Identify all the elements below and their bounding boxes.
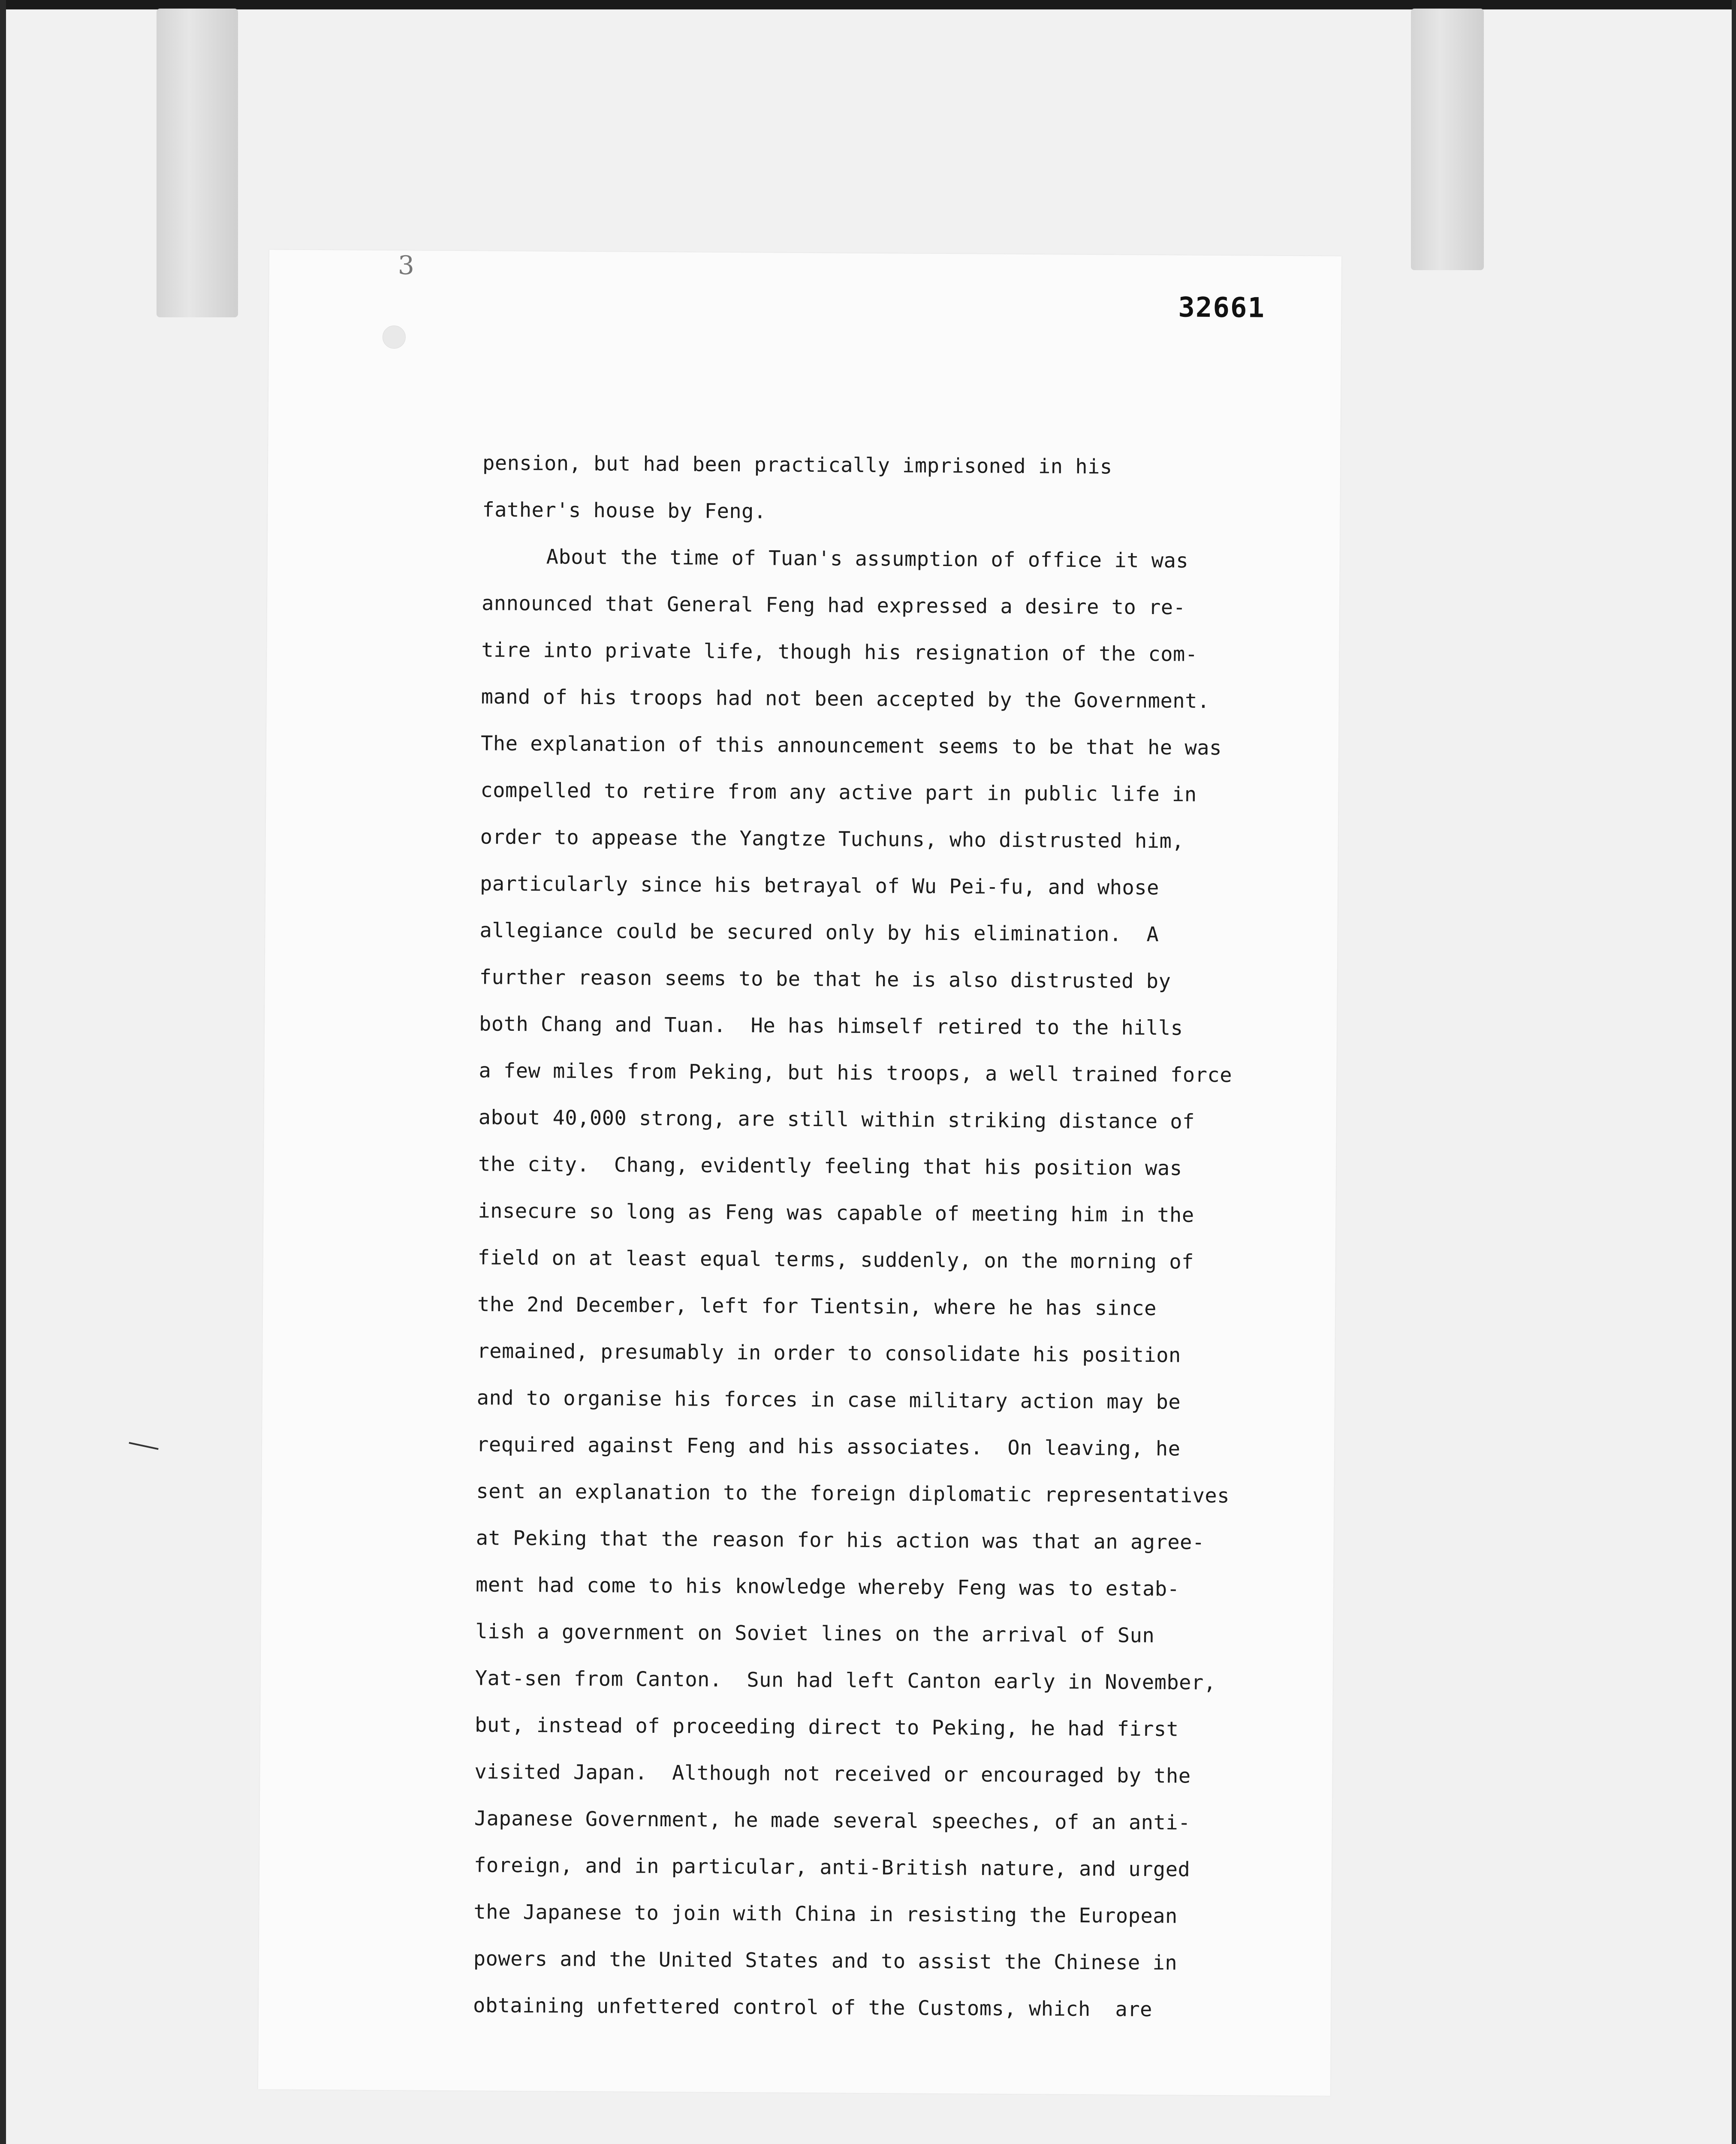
text-line: field on at least equal terms, suddenly, on the morning of xyxy=(477,1246,1194,1274)
text-line: compelled to retire from any active part in public life in xyxy=(480,778,1197,807)
text-line: obtaining unfettered control of the Customs, which are xyxy=(473,1993,1153,2022)
text-line: about 40,000 strong, are still within striking distance of xyxy=(478,1105,1195,1134)
text-line: particularly since his betrayal of Wu Pei-fu, and whose xyxy=(479,872,1160,900)
text-line: lish a government on Soviet lines on the arrival of Sun xyxy=(475,1620,1155,1648)
text-line: at Peking that the reason for his action was that an agree- xyxy=(476,1526,1205,1554)
film-frame-left xyxy=(0,0,6,2144)
text-line: further reason seems to be that he is also distrusted by xyxy=(479,965,1171,994)
text-line: order to appease the Yangtze Tuchuns, who distrusted him, xyxy=(480,825,1184,853)
text-line: the Japanese to join with China in resisting the European xyxy=(473,1900,1178,1928)
text-line: but, instead of proceeding direct to Peking, he had first xyxy=(474,1713,1179,1741)
text-line: a few miles from Peking, but his troops, a well trained force xyxy=(479,1059,1233,1087)
tape-strip-top-left xyxy=(157,9,238,317)
text-line: pension, but had been practically imprisoned in his xyxy=(482,451,1112,479)
text-line: powers and the United States and to assist the Chinese in xyxy=(473,1947,1178,1975)
film-frame-right xyxy=(1732,0,1736,2144)
margin-tick-mark xyxy=(129,1442,158,1450)
text-line: ment had come to his knowledge whereby Feng was to estab- xyxy=(475,1573,1180,1601)
document-page xyxy=(258,250,1341,2096)
text-line: The explanation of this announcement seems to be that he was xyxy=(480,732,1222,760)
document-number: 32661 xyxy=(1178,292,1266,324)
typed-text-body xyxy=(473,440,1298,2034)
text-line: allegiance could be secured only by his elimination. A xyxy=(479,918,1159,947)
text-line: announced that General Feng had expressed a desire to re- xyxy=(481,591,1186,620)
text-line: sent an explanation to the foreign diplomatic representatives xyxy=(476,1479,1230,1508)
text-line: father's house by Feng. xyxy=(482,498,766,524)
text-line: the city. Chang, evidently feeling that his position was xyxy=(478,1152,1182,1180)
text-line: Yat-sen from Canton. Sun had left Canton early in November, xyxy=(475,1666,1216,1695)
text-line: and to organise his forces in case military action may be xyxy=(476,1386,1181,1414)
text-line: Japanese Government, he made several speeches, of an anti- xyxy=(474,1807,1191,1835)
text-line: About the time of Tuan's assumption of office it was xyxy=(546,545,1189,573)
text-line: mand of his troops had not been accepted by the Government. xyxy=(481,685,1210,713)
text-line: insecure so long as Feng was capable of meeting him in the xyxy=(478,1199,1194,1227)
text-line: the 2nd December, left for Tientsin, where he has since xyxy=(477,1292,1157,1321)
page-corner-number: 3 xyxy=(398,250,415,281)
text-line: required against Feng and his associates. On leaving, he xyxy=(476,1433,1181,1461)
punch-hole xyxy=(383,325,406,349)
text-line: foreign, and in particular, anti-British nature, and urged xyxy=(473,1853,1190,1882)
tape-strip-top-right xyxy=(1411,9,1484,270)
film-frame-top xyxy=(0,0,1736,9)
text-line: both Chang and Tuan. He has himself retired to the hills xyxy=(479,1012,1183,1040)
text-line: visited Japan. Although not received or encouraged by the xyxy=(474,1760,1191,1788)
text-line: remained, presumably in order to consolidate his position xyxy=(477,1339,1181,1367)
text-line: tire into private life, though his resignation of the com- xyxy=(481,638,1198,666)
